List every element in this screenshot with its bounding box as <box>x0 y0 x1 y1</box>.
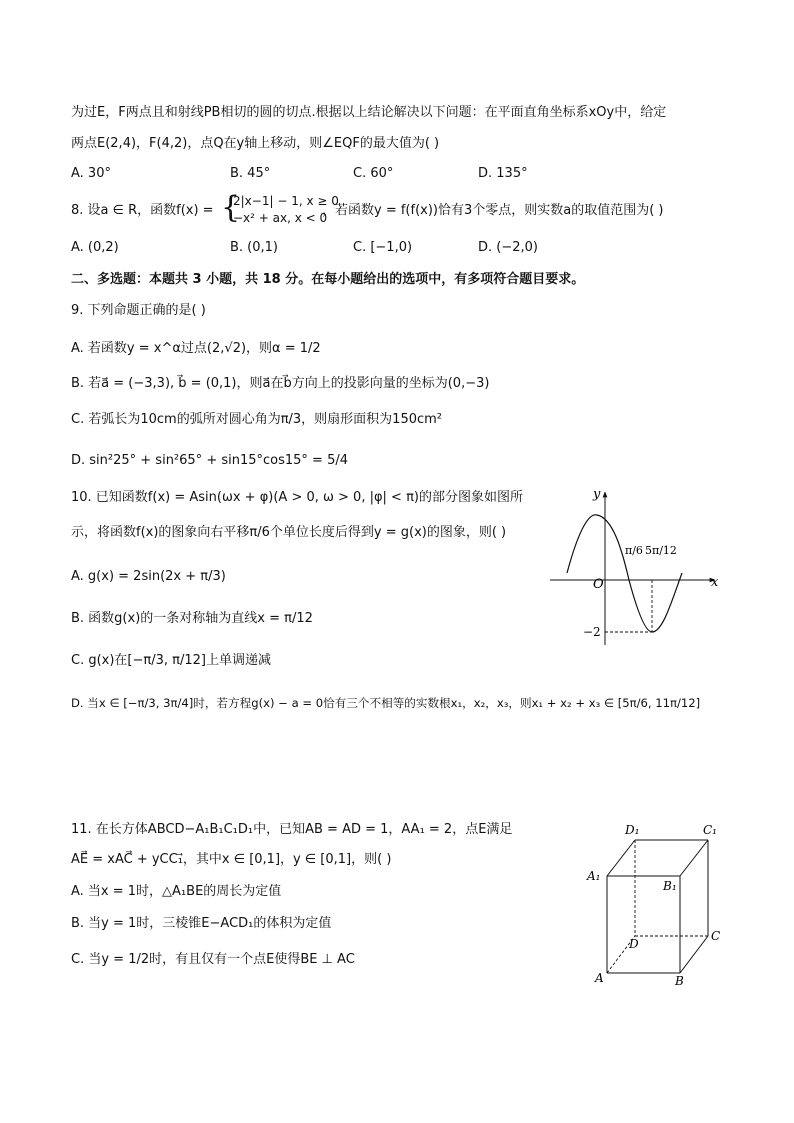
label-d: D <box>629 937 639 951</box>
option-c: C. 60° <box>353 166 394 181</box>
q10-option-b: B. 函数g(x)的一条对称轴为直线x = π/12 <box>71 611 313 626</box>
edge-bc <box>680 936 708 973</box>
sine-curve <box>567 515 682 632</box>
q8-option-b: B. (0,1) <box>230 240 279 255</box>
x-axis-label: x <box>711 575 719 590</box>
q10-option-a: A. g(x) = 2sin(2x + π/3) <box>71 569 226 584</box>
label-c1: C₁ <box>703 823 717 837</box>
q8-case2: −x² + ax, x < 0 <box>233 211 328 225</box>
label-c: C <box>711 929 721 943</box>
continuation-line-1: 为过E，F两点且和射线PB相切的圆的切点.根据以上结论解决以下问题：在平面直角坐标系xOy中，给定 <box>71 105 667 120</box>
q11-line-2: AE⃗ = xAC⃗ + yCC₁⃗，其中x ∈ [0,1]，y ∈ [0,1]，则( ) <box>71 852 392 867</box>
q10-option-d: D. 当x ∈ [−π/3, 3π/4]时，若方程g(x) − a = 0恰有三个不相等的实数根x₁，x₂，x₃，则x₁ + x₂ + x₃ ∈ [5π/6, 11π/12] <box>71 696 701 710</box>
q8-prefix: 8. 设a ∈ R，函数f(x) = <box>71 203 214 218</box>
label-b: B <box>675 974 684 988</box>
q8-case1: 2|x−1| − 1, x ≥ 0 <box>233 194 339 208</box>
q10-option-c: C. g(x)在[−π/3, π/12]上单调递减 <box>71 653 271 668</box>
q8-option-a: A. (0,2) <box>71 240 119 255</box>
label-b1: B₁ <box>663 879 677 893</box>
q8-option-c: C. [−1,0) <box>353 240 413 255</box>
min-label: −2 <box>583 625 601 639</box>
label-a1: A₁ <box>587 869 601 883</box>
y-axis-label: y <box>593 487 601 502</box>
q9-stem: 9. 下列命题正确的是( ) <box>71 303 206 318</box>
origin-label: O <box>593 577 604 592</box>
label-d1: D₁ <box>625 823 640 837</box>
q8-brace: { <box>221 190 241 225</box>
continuation-line-2: 两点E(2,4)，F(4,2)，点Q在y轴上移动，则∠EQF的最大值为( ) <box>71 136 440 151</box>
option-a: A. 30° <box>71 166 111 181</box>
q11-option-b: B. 当y = 1时，三棱锥E−ACD₁的体积为定值 <box>71 916 332 931</box>
label-a: A <box>595 971 604 985</box>
q11-option-a: A. 当x = 1时，△A₁BE的周长为定值 <box>71 884 282 899</box>
edge-a1d1 <box>607 840 635 876</box>
option-b: B. 45° <box>230 166 271 181</box>
cuboid-figure <box>585 818 735 993</box>
q11-option-c: C. 当y = 1/2时，有且仅有一个点E使得BE ⊥ AC <box>71 952 355 967</box>
q9-option-b: B. 若a⃗ = (−3,3), b⃗ = (0,1)，则a⃗在b⃗方向上的投影向量的坐标为(0,−3) <box>71 376 490 391</box>
q8-suffix: ，若函数y = f(f(x))恰有3个零点，则实数a的取值范围为( ) <box>322 203 664 218</box>
section-title: 二、多选题：本题共 3 小题，共 18 分。在每小题给出的选项中，有多项符合题目要求。 <box>71 272 585 287</box>
q11-line-1: 11. 在长方体ABCD−A₁B₁C₁D₁中，已知AB = AD = 1，AA₁ = 2，点E满足 <box>71 822 513 837</box>
q10-line-1: 10. 已知函数f(x) = Asin(ωx + φ)(A > 0, ω > 0, |φ| < π)的部分图象如图所 <box>71 490 523 505</box>
tick-5pi-12: 5π/12 <box>645 544 677 557</box>
q9-option-c: C. 若弧长为10cm的弧所对圆心角为π/3，则扇形面积为150cm² <box>71 412 443 427</box>
tick-pi-6: π/6 <box>625 544 643 557</box>
sine-graph <box>545 480 735 650</box>
option-d: D. 135° <box>478 166 528 181</box>
q9-option-a: A. 若函数y = x^α过点(2,√2)，则α = 1/2 <box>71 341 321 356</box>
q8-option-d: D. (−2,0) <box>478 240 538 255</box>
q10-line-2: 示，将函数f(x)的图象向右平移π/6个单位长度后得到y = g(x)的图象，则( ) <box>71 525 507 540</box>
q9-option-d: D. sin²25° + sin²65° + sin15°cos15° = 5/4 <box>71 453 349 468</box>
edge-b1c1 <box>680 840 708 876</box>
